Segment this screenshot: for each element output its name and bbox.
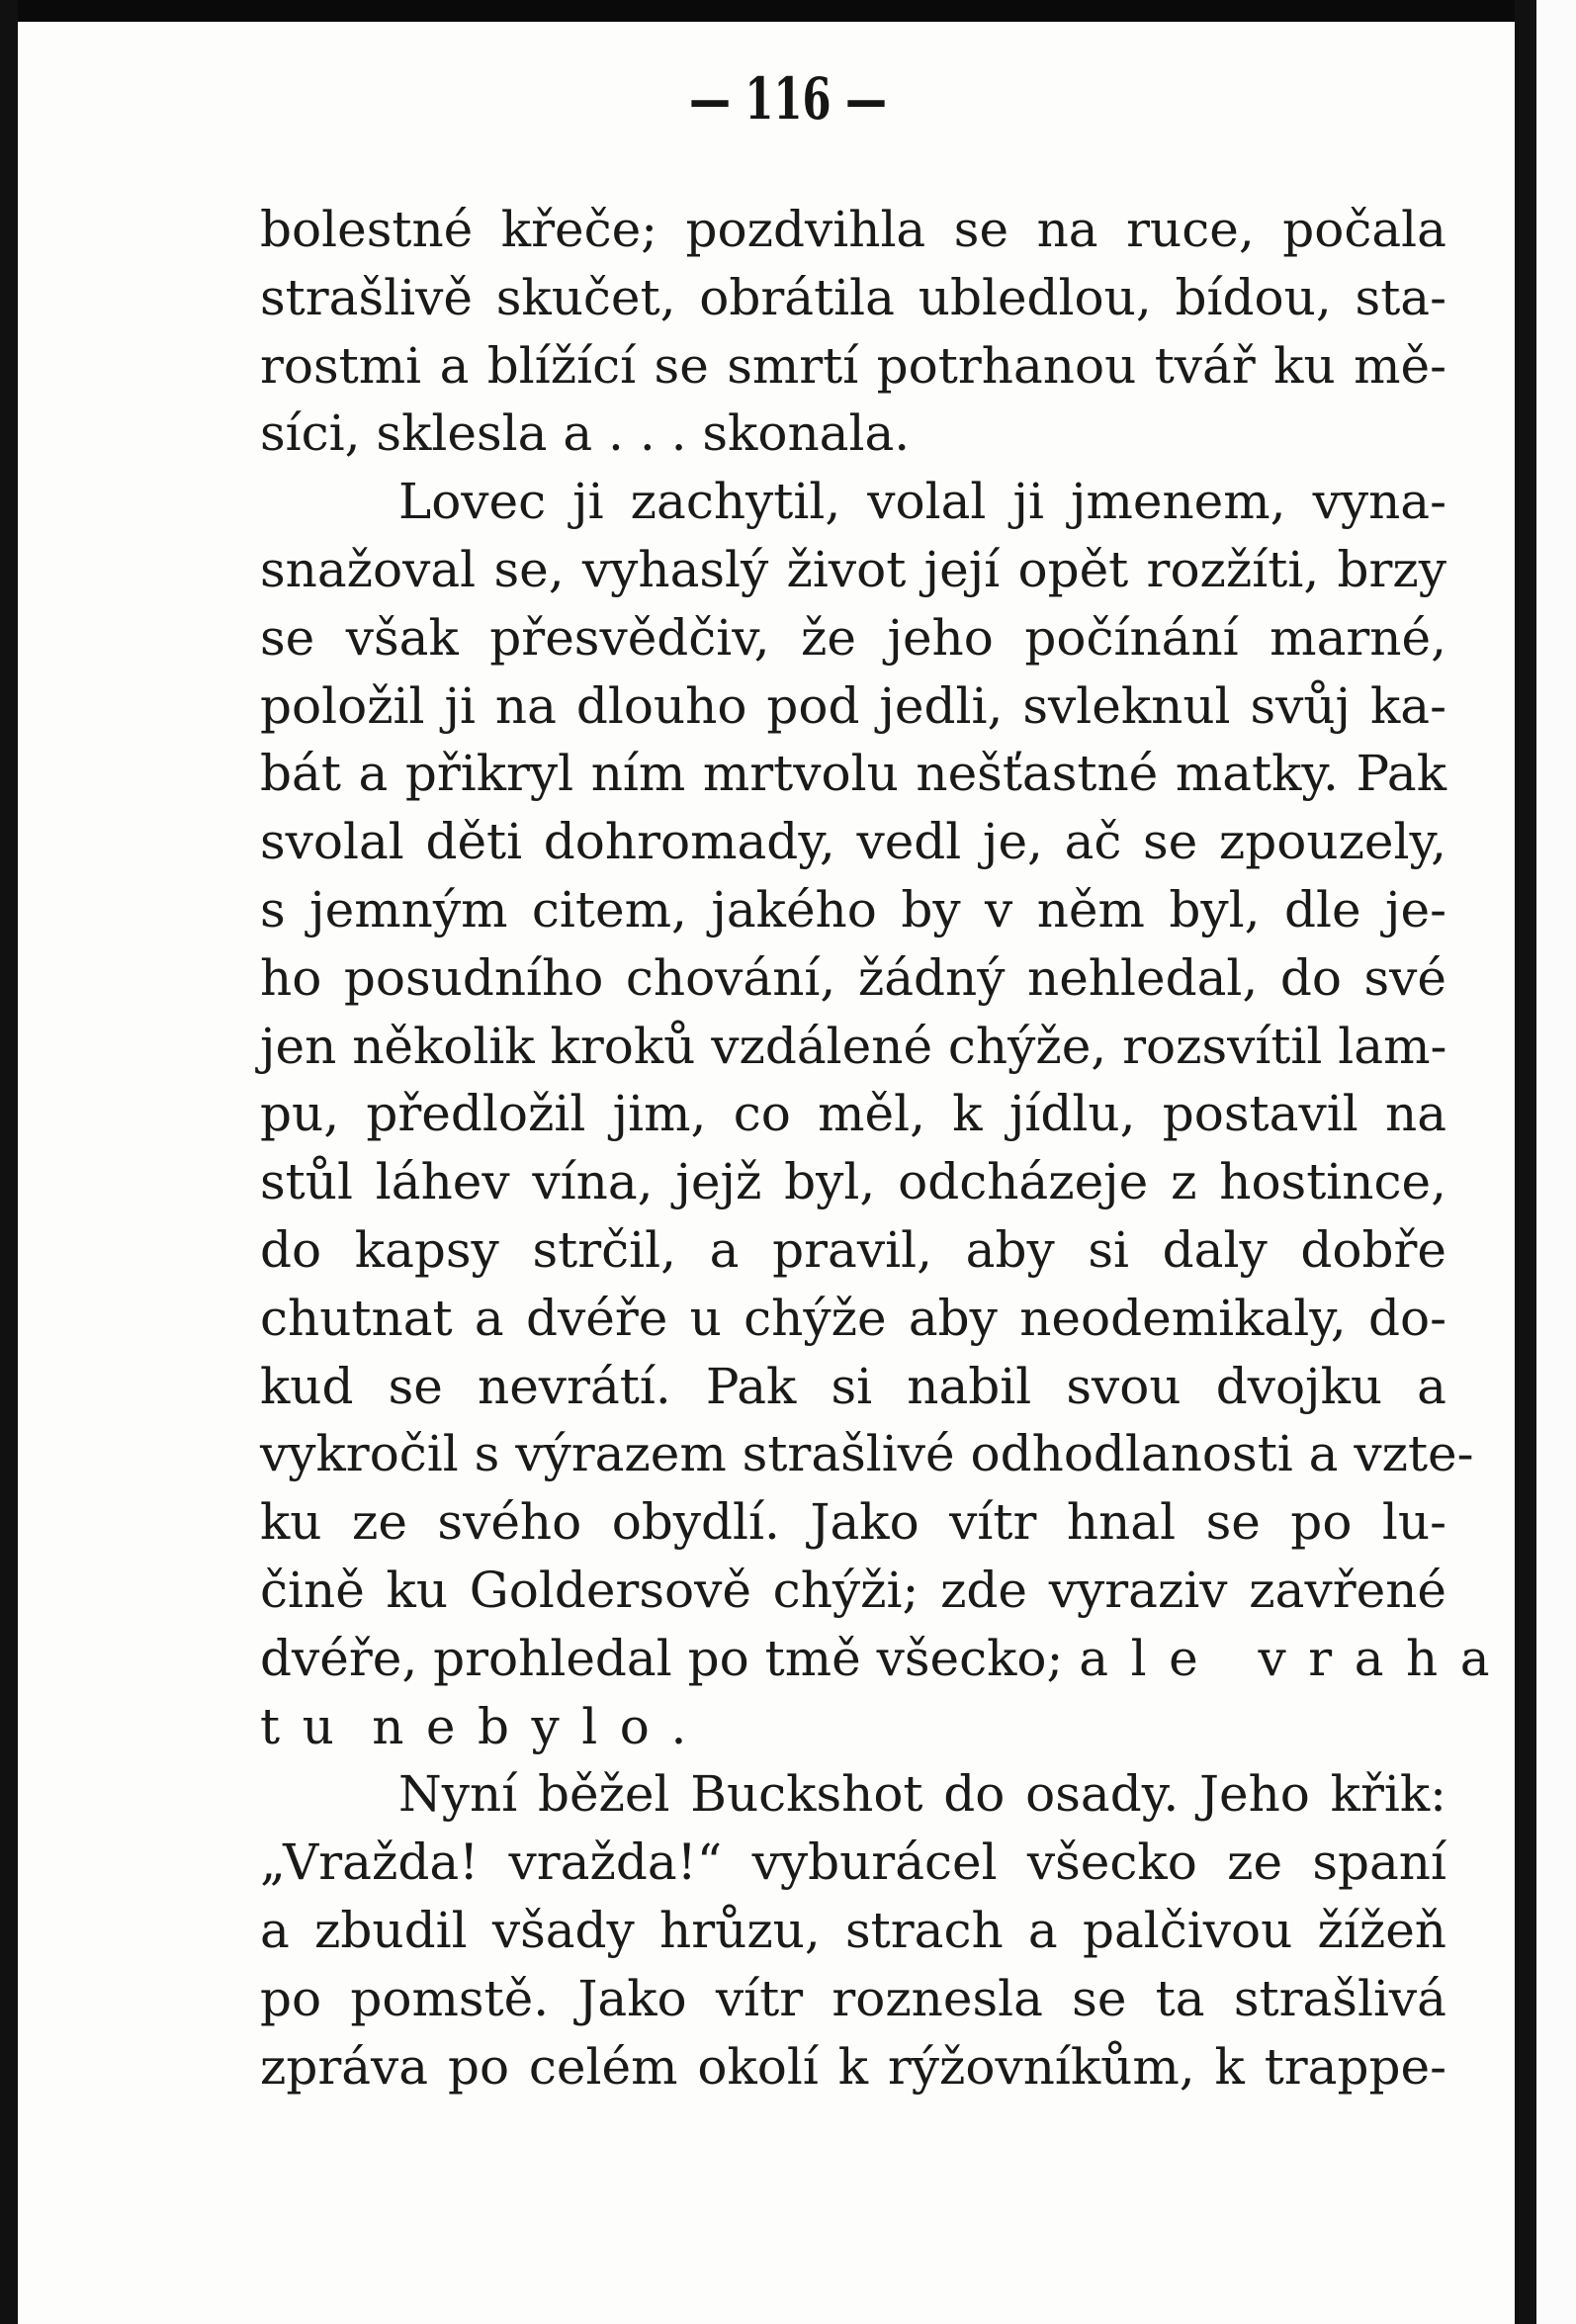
text-line: do kapsy strčil, a pravil, aby si daly dobře <box>260 1220 1446 1279</box>
text-fragment: dvéře, prohledal po tmě všecko; <box>260 1629 1064 1687</box>
text-line: rostmi a blížící se smrtí potrhanou tvář ku mě- <box>260 336 1446 395</box>
text-line: a zbudil všady hrůzu, strach a palčivou žížeň <box>260 1901 1446 1959</box>
text-line-spaced <box>260 1625 1513 1693</box>
text-line: jen několik kroků vzdálené chýže, rozsvítil lam- <box>260 1017 1447 1075</box>
spaced-emphasis: tu <box>260 1697 357 1755</box>
scan-left-border <box>0 0 18 2324</box>
text-line: zpráva po celém okolí k rýžovníkům, k trappe- <box>260 2037 1446 2096</box>
scan-right-margin <box>1536 0 1576 2324</box>
text-line: bát a přikryl ním mrtvolu nešťastné matky. Pak <box>260 745 1446 803</box>
text-line: s jemným citem, jakého by v něm byl, dle je- <box>260 880 1446 939</box>
text-line: čině ku Goldersově chýži; zde vyraziv zavřené <box>260 1561 1446 1619</box>
spaced-emphasis: nebylo. <box>372 1697 709 1755</box>
body-text <box>260 196 1513 2101</box>
text-line: ho posudního chování, žádný nehledal, do své <box>260 948 1446 1007</box>
text-line: bolestné křeče; pozdvihla se na ruce, počala <box>260 201 1446 258</box>
text-line: po pomstě. Jako vítr roznesla se ta strašlivá <box>260 1969 1446 2027</box>
text-line: strašlivě skučet, obrátila ubledlou, bídou, sta- <box>260 268 1446 326</box>
text-line: kud se nevrátí. Pak si nabil svou dvojku a <box>260 1357 1446 1415</box>
text-line: stůl láhev vína, jejž byl, odcházeje z hostince, <box>260 1153 1446 1211</box>
text-line: chutnat a dvéře u chýže aby neodemikaly, do- <box>260 1289 1446 1347</box>
text-line: snažoval se, vyhaslý život její opět rozžíti, brzy <box>260 540 1446 598</box>
text-line-spaced <box>260 1693 1446 1761</box>
text-line: se však přesvědčiv, že jeho počínání marné, <box>260 608 1446 667</box>
text-line: položil ji na dlouho pod jedli, svleknul svůj ka- <box>260 676 1446 735</box>
spaced-emphasis: ale vraha <box>1079 1629 1513 1687</box>
text-line: ku ze svého obydlí. Jako vítr hnal se po lu- <box>260 1493 1446 1552</box>
text-line: svolal děti dohromady, vedl je, ač se zpouzely, <box>260 813 1446 871</box>
text-line: „Vražda! vražda!“ vyburácel všecko ze spaní <box>260 1833 1446 1892</box>
scan-right-border <box>1515 0 1536 2324</box>
text-line: Nyní běžel Buckshot do osady. Jeho křik: <box>398 1765 1446 1824</box>
text-line: pu, předložil jim, co měl, k jídlu, postavil na <box>260 1085 1446 1143</box>
text-line: síci, sklesla a . . . skonala. <box>260 404 911 463</box>
text-line: vykročil s výrazem strašlivé odhodlanosti a vzte- <box>260 1425 1474 1483</box>
text-line: Lovec ji zachytil, volal ji jmenem, vyna- <box>398 473 1446 531</box>
page-number: — 116 — <box>689 65 887 133</box>
scan-top-border <box>0 0 1576 22</box>
